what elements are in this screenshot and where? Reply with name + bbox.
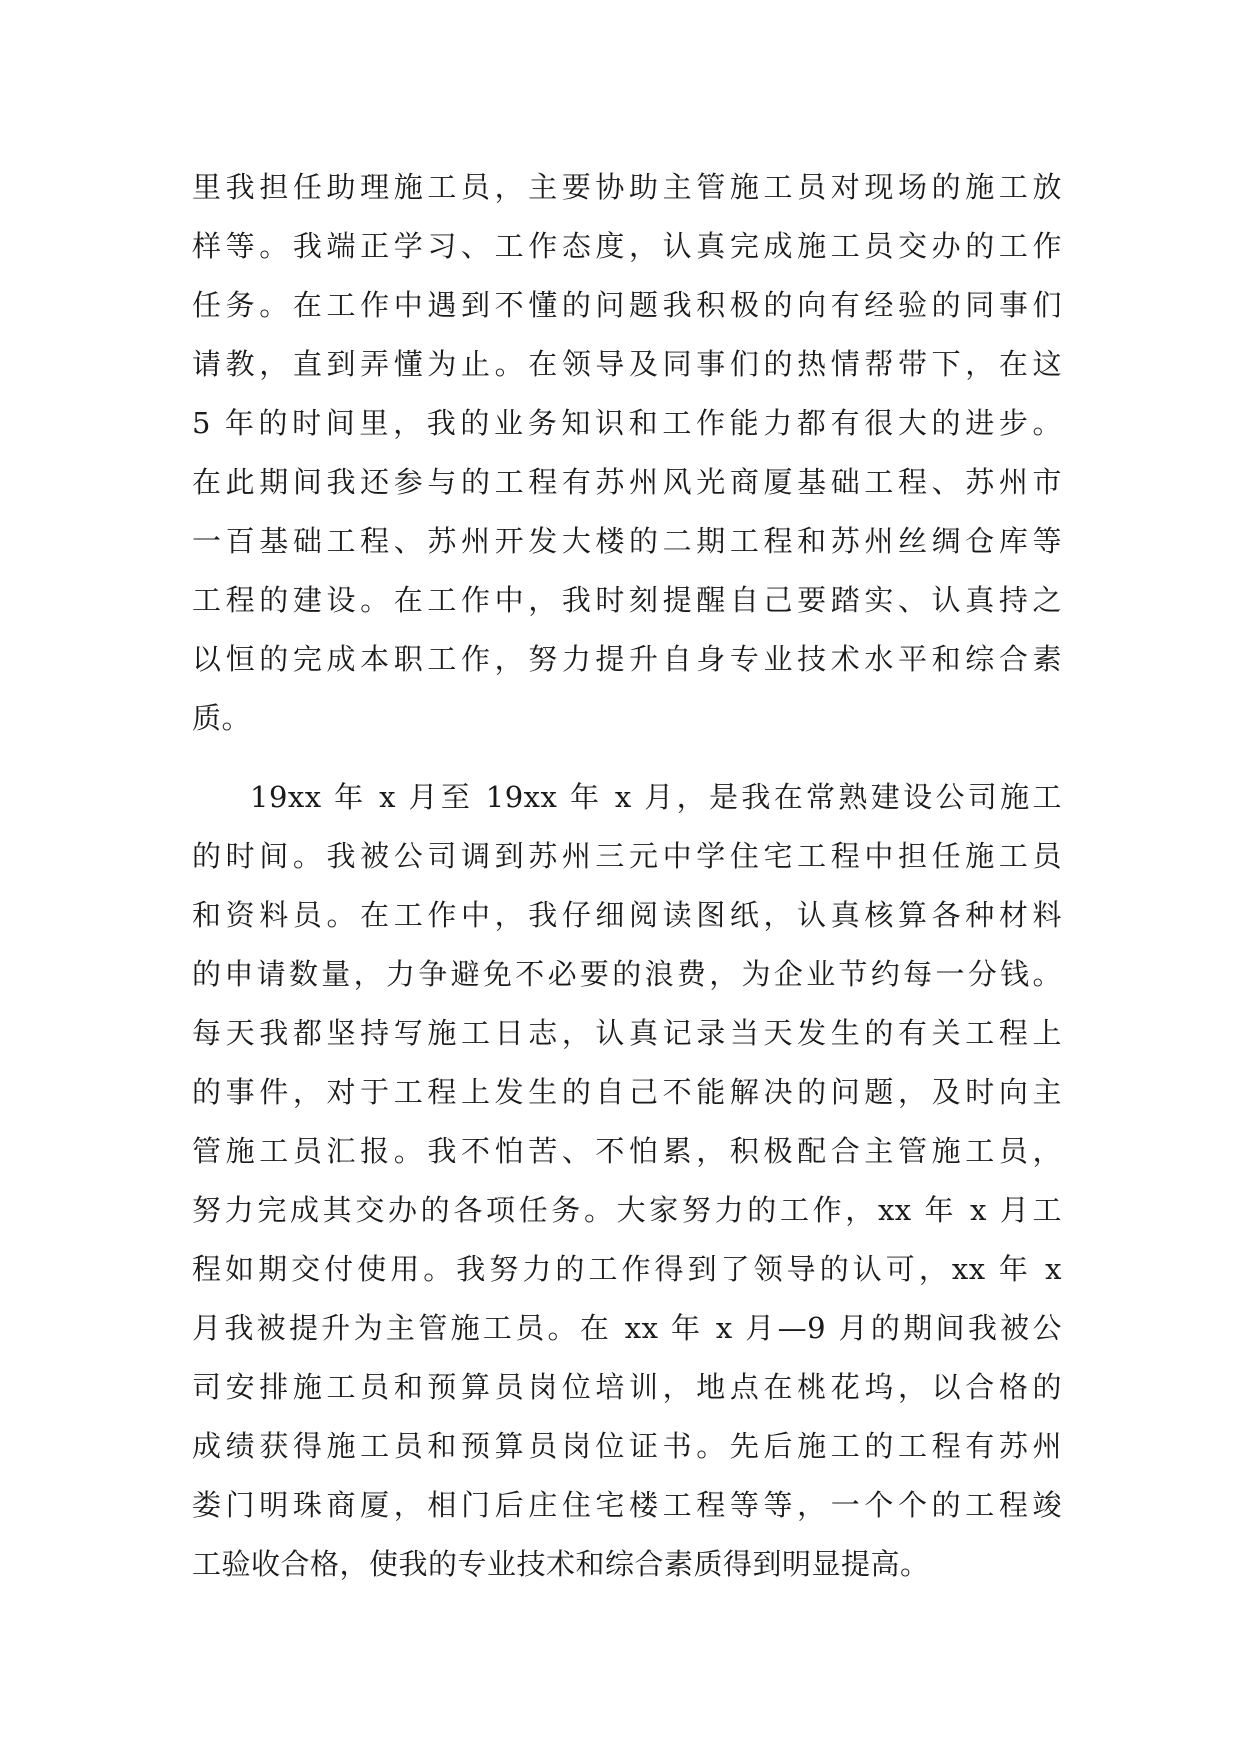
paragraph-line: 程如期交付使用。我努力的工作得到了领导的认可，xx 年 x <box>192 1252 1062 1286</box>
document-body <box>192 158 1062 1594</box>
paragraph-line: 质。 <box>192 701 252 735</box>
paragraph-line: 里我担任助理施工员，主要协助主管施工员对现场的施工放 <box>192 170 1062 204</box>
paragraph-line: 和资料员。在工作中，我仔细阅读图纸，认真核算各种材料 <box>192 898 1062 932</box>
paragraph-line: 月我被提升为主管施工员。在 xx 年 x 月—9 月的期间我被公 <box>192 1311 1062 1345</box>
paragraph-line: 请教，直到弄懂为止。在领导及同事们的热情帮带下，在这 <box>192 347 1062 381</box>
paragraph-1 <box>192 158 1062 748</box>
paragraph-line: 样等。我端正学习、工作态度，认真完成施工员交办的工作 <box>192 229 1062 263</box>
paragraph-line: 任务。在工作中遇到不懂的问题我积极的向有经验的同事们 <box>192 288 1062 322</box>
paragraph-line: 的时间。我被公司调到苏州三元中学住宅工程中担任施工员 <box>192 839 1062 873</box>
paragraph-line: 工验收合格，使我的专业技术和综合素质得到明显提高。 <box>192 1547 930 1581</box>
paragraph-line: 的事件，对于工程上发生的自己不能解决的问题，及时向主 <box>192 1075 1062 1109</box>
paragraph-line: 成绩获得施工员和预算员岗位证书。先后施工的工程有苏州 <box>192 1429 1062 1463</box>
paragraph-line: 工程的建设。在工作中，我时刻提醒自己要踏实、认真持之 <box>192 583 1062 617</box>
paragraph-line: 的申请数量，力争避免不必要的浪费，为企业节约每一分钱。 <box>192 957 1062 991</box>
paragraph-line: 以恒的完成本职工作，努力提升自身专业技术水平和综合素 <box>192 642 1062 676</box>
paragraph-line: 努力完成其交办的各项任务。大家努力的工作，xx 年 x 月工 <box>192 1193 1062 1227</box>
paragraph-line: 19xx 年 x 月至 19xx 年 x 月，是我在常熟建设公司施工 <box>250 780 1062 814</box>
paragraph-line: 娄门明珠商厦，相门后庄住宅楼工程等等，一个个的工程竣 <box>192 1488 1062 1522</box>
paragraph-line: 司安排施工员和预算员岗位培训，地点在桃花坞，以合格的 <box>192 1370 1062 1404</box>
paragraph-line: 管施工员汇报。我不怕苦、不怕累，积极配合主管施工员， <box>192 1134 1062 1168</box>
paragraph-2 <box>192 768 1062 1594</box>
paragraph-line: 一百基础工程、苏州开发大楼的二期工程和苏州丝绸仓库等 <box>192 524 1062 558</box>
paragraph-line: 在此期间我还参与的工程有苏州风光商厦基础工程、苏州市 <box>192 465 1062 499</box>
paragraph-spacer <box>192 748 1062 768</box>
paragraph-line: 每天我都坚持写施工日志，认真记录当天发生的有关工程上 <box>192 1016 1062 1050</box>
paragraph-line: 5 年的时间里，我的业务知识和工作能力都有很大的进步。 <box>192 406 1062 440</box>
